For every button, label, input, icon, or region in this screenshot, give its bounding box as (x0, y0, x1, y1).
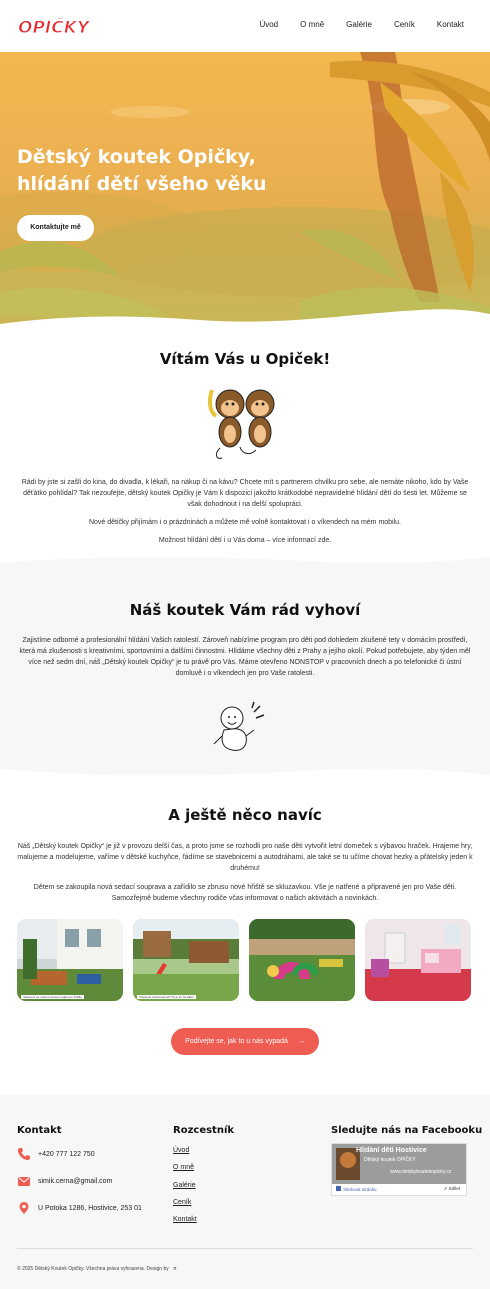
corner-section (0, 563, 490, 778)
nav-cenik[interactable]: Ceník (393, 20, 415, 29)
baby-illustration (212, 700, 270, 756)
site-footer (0, 1095, 490, 1289)
more-section (0, 775, 490, 1095)
more-paragraph-2: Dětem se zakoupila nová sedací souprava a zařídilo se zbrusu nové hřiště se skluzavkou. Vše je natřené a připravené jen pro Vaše děti. Samozřejmě budeme všechny rodiče včas informovat o našich aktivitách a novinkách. (33, 884, 457, 902)
gallery-caption-1: Venkovní se místo k sezení nejdo pro hrátky (23, 995, 82, 999)
welcome-title: Vítám Vás u Opiček! (159, 350, 331, 368)
gallery-photo-4[interactable] (365, 919, 471, 1001)
fb-page-sub: Dětský koutek OPIČKY (364, 1157, 416, 1163)
footer-link-o-mne[interactable]: O mně (173, 1164, 195, 1171)
contact-me-button[interactable]: Kontaktujte mě (17, 215, 94, 241)
footer-link-cenik[interactable]: Ceník (173, 1199, 192, 1206)
gallery-photo-2[interactable] (133, 919, 239, 1001)
footer-email[interactable] (17, 1174, 112, 1188)
corner-title: Náš koutek Vám rád vyhoví (129, 601, 361, 619)
footer-link-kontakt[interactable]: Kontakt (173, 1216, 197, 1223)
see-gallery-button[interactable] (171, 1028, 319, 1055)
footer-link-uvod[interactable]: Úvod (173, 1147, 190, 1154)
mail-icon (17, 1174, 31, 1188)
footer-contact-title: Kontakt (17, 1125, 62, 1136)
footer-phone[interactable] (17, 1147, 95, 1161)
hero-title-line2: hlídání dětí všeho věku (17, 173, 267, 195)
footer-address-text: U Potoka 1286, Hostivice, 253 01 (38, 1204, 142, 1212)
site-logo[interactable] (16, 13, 90, 39)
facebook-widget[interactable] (331, 1143, 467, 1196)
location-pin-icon (17, 1201, 31, 1215)
fb-share-button[interactable] (443, 1186, 460, 1192)
welcome-paragraph-3: Možnost hlídání dětí i u Vás doma – více informací zde. (158, 537, 332, 544)
fb-page-url: www.detskykoutekopicky.cz (390, 1169, 452, 1175)
footer-address (17, 1201, 142, 1215)
welcome-paragraph-1: Rádi by jste si zašli do kina, do divadla, k lékaři, na nákup či na kávu? Chcete mít s partnerem chvilku pro sebe, ale nemáte nikoho, kdo by Vaše děťátko pohlídal? Tak nezoufejte, dětský koutek Opičky je Vám k dispozici jakožto krátkodobé nepravidelné hlídání dětí do šesti let. Můžeme se však dohodnout i na delší spolupráci. (21, 479, 469, 508)
welcome-section (0, 330, 490, 565)
wave-divider (0, 553, 490, 567)
footer-email-text: simik.cerna@gmail.com (38, 1177, 113, 1185)
facebook-icon (336, 1186, 341, 1191)
footer-divider (17, 1248, 473, 1249)
fb-page-name: Hlídání dětí Hostivice (356, 1147, 427, 1154)
copyright (17, 1266, 177, 1272)
phone-icon (17, 1147, 31, 1161)
gallery-caption-2: Tsoptrost ti domuunost? To je eri ho katé! (139, 995, 194, 999)
footer-fb-title: Sledujte nás na Facebooku (331, 1125, 483, 1136)
footer-phone-text: +420 777 122 750 (38, 1150, 95, 1158)
hero-title (17, 144, 317, 198)
more-paragraph-1: Náš „Dětský koutek Opičky“ je již v provozu delší čas, a proto jsme se rozhodli pro naše děti vytvořit letní domeček s výbavou hraček. Hrajeme hry, malujeme a modelujeme, vaříme v dětské kuchyňce, řádíme se stavebnicemi a autodráhami, ale také se tu učíme chovat hezky a přátelsky jeden k druhému! (17, 843, 473, 872)
gallery-photo-1[interactable] (17, 919, 123, 1001)
arrow-right-icon: → (297, 1038, 305, 1045)
footer-link-galerie[interactable]: Galérie (173, 1182, 196, 1189)
hero-title-line1: Dětský koutek Opičky, (17, 146, 256, 168)
welcome-paragraph-2: Nové dětičky přijímám i o prázdninách a můžete mě volně kontaktovat i o víkendech na mém mobilu. (88, 519, 402, 526)
fb-follow-button[interactable] (336, 1186, 377, 1192)
more-title: A ještě něco navíc (168, 806, 322, 824)
site-header (0, 0, 490, 52)
nav-galerie[interactable]: Galérie (346, 20, 372, 29)
share-icon: ↗ (443, 1186, 448, 1191)
hero-section (0, 52, 490, 330)
main-nav (237, 20, 464, 29)
fb-share-label: Sdílet (448, 1186, 460, 1191)
wave-divider-2 (0, 765, 490, 779)
gallery-photo-3[interactable] (249, 919, 355, 1001)
photo-gallery (17, 919, 473, 1001)
fb-follow-label: Sledovat stránku (343, 1187, 377, 1192)
footer-links-title: Rozcestník (173, 1125, 235, 1136)
designer-logo-icon[interactable]: π (173, 1266, 177, 1272)
copyright-text: © 2025 Dětský Koutek Opičky. Všechna práva vyhrazena. Design by (17, 1266, 169, 1272)
corner-paragraph: Zajistíme odborné a profesionální hlídání Vašich ratolestí. Zároveň nabízíme program pro děti pod dohledem zkušené tety v domácím prostředí, která má zkušenosti s kreativními, sportovními a dalšími činnostmi. Hlídáme všechny děti z Prahy a jejího okolí. Pokud potřebujete, aby týden měl více než sedm dní, náš „Dětský koutek Opičky“ je tu právě pro Vás. Máme otevřeno NONSTOP v pracovních dnech a po telefonické či ústní domluvě i o víkendech jen pro Vaše ratolesti. (19, 637, 471, 677)
nav-o-mne[interactable]: O mně (300, 20, 325, 29)
monkeys-illustration (200, 382, 290, 462)
svg-text:OPIČKY: OPIČKY (18, 18, 90, 38)
nav-uvod[interactable]: Úvod (259, 20, 279, 29)
nav-kontakt[interactable]: Kontakt (436, 20, 464, 29)
see-gallery-label: Podívejte se, jak to u nás vypadá (185, 1038, 288, 1045)
